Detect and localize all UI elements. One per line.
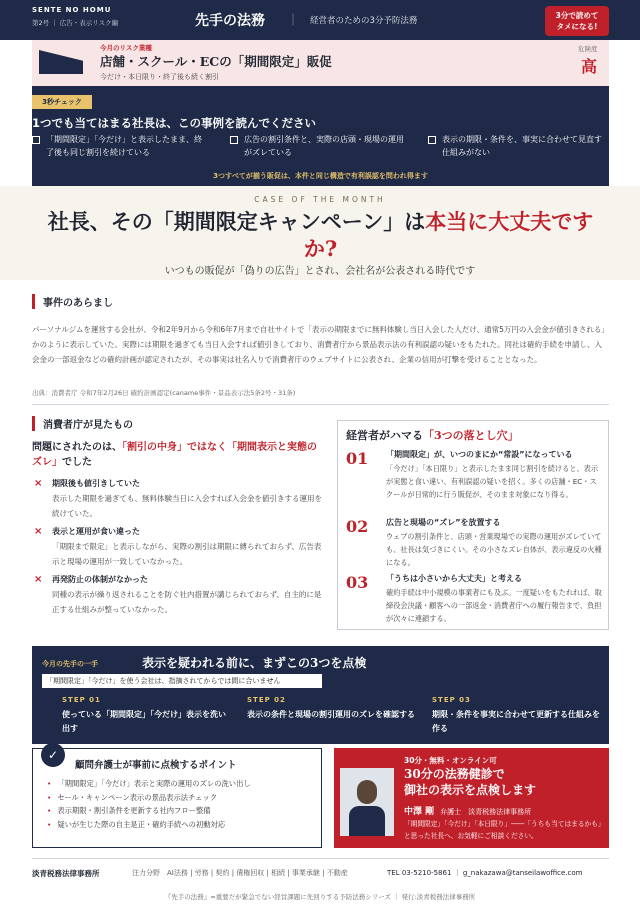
case-headline: 社長、その「期間限定キャンペーン」は本当に大丈夫ですか? <box>47 209 594 261</box>
tag-icon <box>39 50 83 74</box>
check-item: 広告の割引条件と、実際の店頭・現場の運用がズレている <box>230 134 405 159</box>
quick-check-chip: 3秒チェック <box>32 95 92 109</box>
summary-heading: 事件のあらまし <box>32 294 113 309</box>
cta-description: 「期間限定」「今だけ」「本日限り」――「うちも当てはまるかも」と思った社長へ、お気軽にご相談ください。 <box>404 820 602 840</box>
lawyer-photo <box>340 768 394 836</box>
header-bar <box>0 0 640 40</box>
case-kicker: CASE OF THE MONTH <box>254 195 386 204</box>
traps-heading: 経営者がハマる「3つの落とし穴」 <box>346 429 519 442</box>
quick-check-lead: 1つでも当てはまる社長は、この事例を読んでください <box>32 116 316 130</box>
lawyer-name: 中澤 剛 弁護士 淡青税務法律事務所 <box>404 807 532 817</box>
lawyer-list <box>47 777 251 831</box>
checkbox-icon <box>230 136 238 144</box>
divider <box>32 404 609 405</box>
danger-label: 危険度 <box>578 45 598 53</box>
risk-label: 今月のリスク業種 <box>100 44 152 52</box>
summary-text: パーソナルジムを運営する会社が、令和2年9月から令和6年7月まで自社サイトで「表示の期限までに無料体験し当日入会した人だけ、通常5万円の入会金が値引きされる」かのように表示していた。実際には期限を過ぎても当日入会すれば値引きしており、消費者庁から景品表示法の有利誤認の疑いをもたれた。同社は確約手続を申請し、入会金の一部返金などの確約計画が認定されたが、その事実は社名入りで消費者庁のウェブサイトに公表され、企業の信用が打撃を受けることとなった。 <box>32 325 609 364</box>
danger-value: 高 <box>581 57 598 76</box>
list-item: • 表示期限・割引条件を更新する社内フロー整備 <box>47 804 251 818</box>
bottom-note: 『先手の法務』=重要だが緊急でない経営課題に先回りする予防法務シリーズ ｜ 発行:淡青税務法律事務所 <box>164 893 476 901</box>
check-icon: ✓ <box>41 743 65 767</box>
cross-icon: × <box>34 526 43 537</box>
list-item: • 「期間限定」「今だけ」表示と実際の運用のズレの洗い出し <box>47 777 251 791</box>
agency-heading: 消費者庁が見たもの <box>32 416 133 431</box>
cross-icon: × <box>34 574 43 585</box>
divider <box>32 858 609 859</box>
footer <box>32 864 609 884</box>
agency-question: 問題にされたのは、「割引の中身」ではなく「期間表示と実態のズレ」でした <box>32 442 317 468</box>
cta-label: 30分・無料・オンライン可 <box>404 756 497 765</box>
list-item: • セール・キャンペーン表示の景品表示法チェック <box>47 791 251 805</box>
summary-source: 出典：消費者庁 令和7年2月26日 確約計画認定(caname事件・景品表示法5条2号・31条) <box>32 389 296 397</box>
cta-heading: 30分の法務健診で 御社の表示を点検します <box>404 767 537 797</box>
practice-areas: 注力分野 AI法務 | 労務 | 契約 | 債権回収 | 相続 | 事業承継 | 不動産 <box>132 869 348 877</box>
newsletter-title: 先手の法務 <box>195 13 265 29</box>
newsletter-subtitle: 経営者のための3分予防法務 <box>310 16 418 26</box>
checkbox-icon <box>428 136 436 144</box>
read-time-badge: 3分で読めて タメになる! <box>545 6 609 36</box>
check-item: 「期間限定」「今だけ」と表示したまま、終了後も同じ割引を続けている <box>32 134 207 159</box>
lawyer-checklist <box>32 748 322 848</box>
check-item: 表示の期限・条件を、事実に合わせて見直す仕組みがない <box>428 134 603 159</box>
steps-panel: 今月の先手の一手 表示を疑われる前に、まずこの3つを点検 「期間限定」「今だけ」を使う会社は、指摘されてからでは間に合いません STEP 01 使っている「期間限定」「今だけ」表示を洗い出す STEP 02 表示の条件と現場の割引運用のズレを確認する STEP 03 期限・条件を事実に合わせて更新する仕組みを作る <box>32 646 609 744</box>
traps-box: 経営者がハマる「3つの落とし穴」 01 「期間限定」が、いつのまにか“常設”になっている 「今だけ」「本日限り」と表示したまま同じ割引を続けると、表示が実態と食い違い、有利誤認の疑いを招く。多くの店舗・EC・スクールが日常的に行う販促が、そのまま対象になり得る。 02 広告と現場の“ズレ”を放置する ウェブの割引条件と、店頭・営業現場での実際の運用がズレていても、社長は気づきにくい。その小さなズレ自体が、表示違反の火種になる。 03 「うちは小さいから大丈夫」と考える 確約手続は中小規模の事業者にも及ぶ。一度疑いをもたれれば、取締役会決議・顧客への一部返金・消費者庁への履行報告まで、負担が次々に連鎖する。 <box>337 420 609 630</box>
office-name: 淡青税務法律事務所 <box>32 869 100 878</box>
list-item: • 疑いが生じた際の自主是正・確約手続への初動対応 <box>47 818 251 832</box>
risk-subtitle: 今だけ・本日限り・終了後も続く割引 <box>100 73 219 81</box>
case-hero <box>0 186 640 280</box>
steps-warning: 「期間限定」「今だけ」を使う会社は、指摘されてからでは間に合いません <box>42 674 322 688</box>
title-separator: ｜ <box>287 13 300 27</box>
brand: SENTE NO HOMU <box>32 6 112 14</box>
issue-label: 第2号 ｜ 広告・表示リスク編 <box>32 19 119 27</box>
consultation-cta <box>334 748 609 848</box>
contact-info[interactable]: TEL 03-5210-5861 ｜ g_nakazawa@tanseilawoffice.com <box>387 869 583 877</box>
cross-icon: × <box>34 478 43 489</box>
lawyer-heading: 顧問弁護士が事前に点検するポイント <box>75 760 237 771</box>
risk-band <box>32 40 609 86</box>
quick-check-panel <box>32 86 609 186</box>
check-note: 3つすべてが揃う販促は、本件と同じ構造で有利誤認を問われ得ます <box>213 172 428 180</box>
checkbox-icon <box>32 136 40 144</box>
steps-heading: 表示を疑われる前に、まずこの3つを点検 <box>142 656 367 670</box>
steps-kicker: 今月の先手の一手 <box>42 660 98 668</box>
risk-title: 店舗・スクール・ECの「期間限定」販促 <box>100 54 332 69</box>
case-subheadline: いつもの販促が「偽りの広告」とされ、会社名が公表される時代です <box>164 266 476 277</box>
